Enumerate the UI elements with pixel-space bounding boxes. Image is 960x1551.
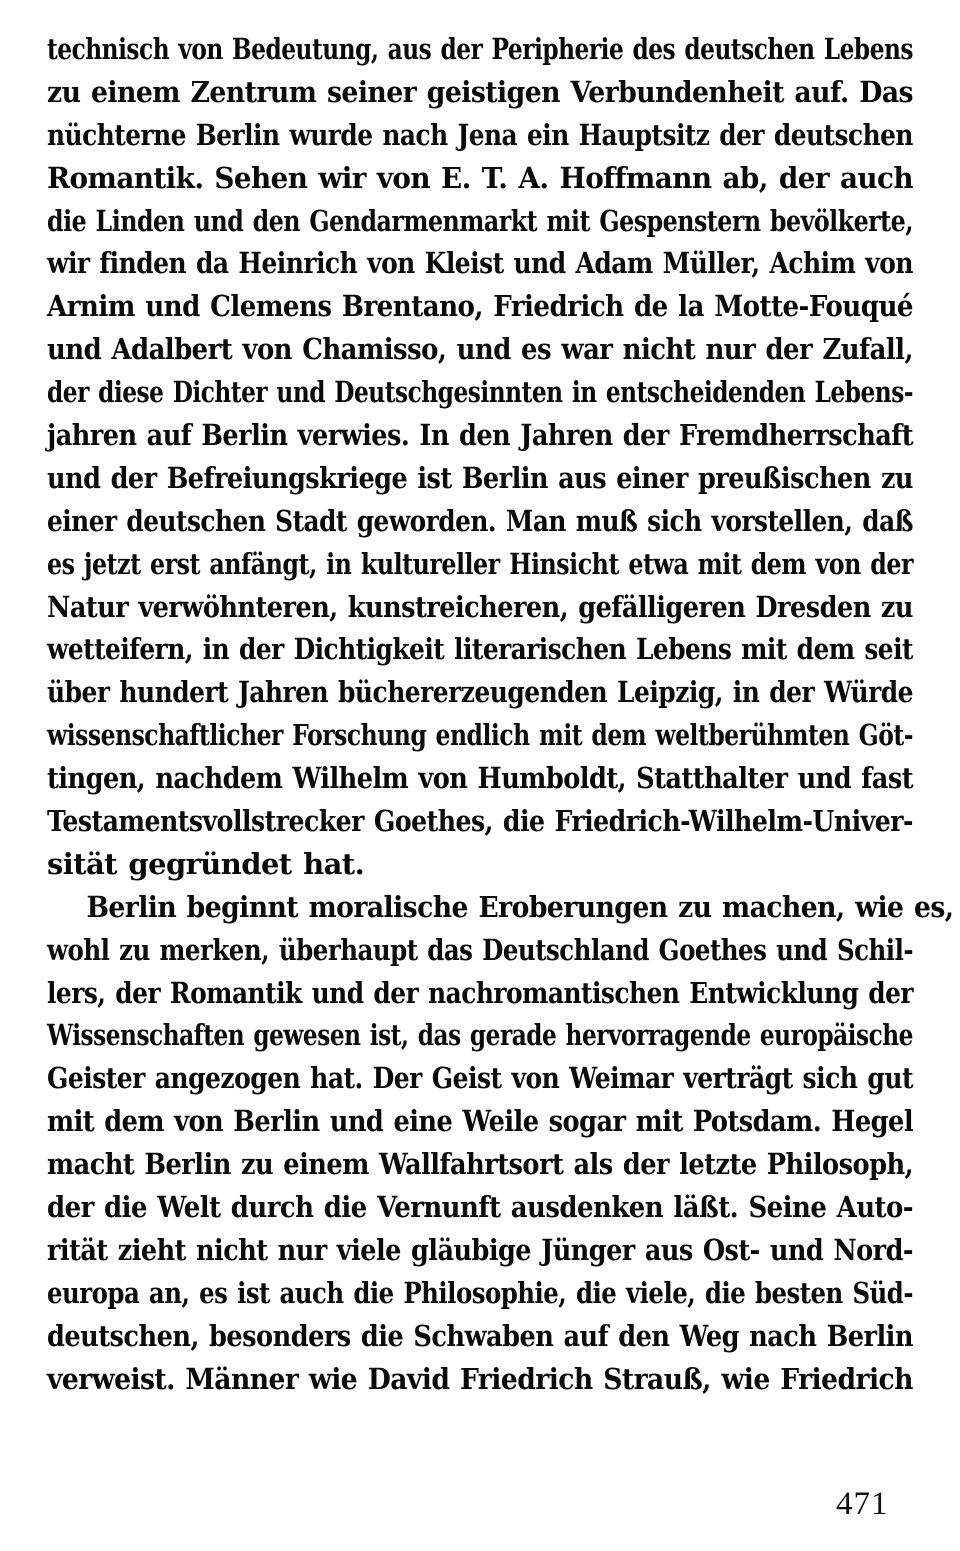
text-line: Testamentsvollstrecker Goethes, die Friedrich-Wilhelm-Univer-: [47, 804, 913, 839]
text-line: Wissenschaften gewesen ist, das gerade hervorragende europäische: [47, 1018, 913, 1053]
text-line: lers, der Romantik und der nachromantischen Entwicklung der: [47, 975, 913, 1010]
text-line: rität zieht nicht nur viele gläubige Jünger aus Ost- und Nord-: [47, 1232, 913, 1267]
text-line: jahren auf Berlin verwies. In den Jahren der Fremdherrschaft: [47, 418, 914, 453]
text-line: wetteifern, in der Dichtigkeit literarischen Lebens mit dem seit: [47, 632, 913, 667]
text-line: deutschen, besonders die Schwaben auf den Weg nach Berlin: [47, 1318, 913, 1353]
page-number: 471: [836, 1486, 889, 1522]
text-line: es jetzt erst anfängt, in kultureller Hinsicht etwa mit dem von der: [47, 546, 914, 581]
text-line: verweist. Männer wie David Friedrich Strauß, wie Friedrich: [47, 1361, 913, 1396]
text-line-indented: Berlin beginnt moralische Eroberungen zu machen, wie es,: [86, 889, 954, 924]
text-line: nüchterne Berlin wurde nach Jena ein Hauptsitz der deutschen: [47, 117, 913, 152]
text-line: der die Welt durch die Vernunft ausdenken läßt. Seine Auto-: [47, 1190, 914, 1225]
text-line-last: sität gegründet hat.: [47, 846, 365, 881]
text-line: europa an, es ist auch die Philosophie, die viele, die besten Süd-: [47, 1275, 913, 1310]
text-line: wissenschaftlicher Forschung endlich mit dem weltberühmten Göt-: [47, 718, 914, 753]
text-line: tingen, nachdem Wilhelm von Humboldt, Statthalter und fast: [47, 761, 914, 796]
text-line: technisch von Bedeutung, aus der Peripherie des deutschen Lebens: [47, 32, 914, 66]
text-line: und der Befreiungskriege ist Berlin aus einer preußischen zu: [47, 460, 913, 495]
text-line: wir finden da Heinrich von Kleist und Adam Müller, Achim von: [47, 246, 914, 281]
text-line: über hundert Jahren büchererzeugenden Leipzig, in der Würde: [47, 675, 914, 710]
text-line: die Linden und den Gendarmenmarkt mit Gespenstern bevölkerte,: [47, 203, 913, 238]
text-line: Romantik. Sehen wir von E. T. A. Hoffmann ab, der auch: [47, 160, 914, 195]
text-line: Natur verwöhnteren, kunstreicheren, gefälligeren Dresden zu: [47, 589, 913, 624]
text-line: wohl zu merken, überhaupt das Deutschland Goethes und Schil-: [47, 932, 914, 967]
text-line: mit dem von Berlin und eine Weile sogar mit Potsdam. Hegel: [47, 1104, 914, 1139]
paragraph-1: [47, 28, 913, 886]
text-line: der diese Dichter und Deutschgesinnten in entscheidenden Lebens-: [47, 375, 914, 410]
text-line: und Adalbert von Chamisso, und es war nicht nur der Zufall,: [47, 332, 913, 367]
text-line: einer deutschen Stadt geworden. Man muß sich vorstellen, daß: [47, 503, 914, 538]
text-line: Arnim und Clemens Brentano, Friedrich de la Motte-Fouqué: [47, 289, 913, 324]
text-line: macht Berlin zu einem Wallfahrtsort als der letzte Philosoph,: [47, 1147, 914, 1182]
paragraph-2: [47, 886, 954, 1401]
book-page: [47, 28, 954, 1401]
text-line: zu einem Zentrum seiner geistigen Verbundenheit auf. Das: [47, 74, 914, 109]
text-line: Geister angezogen hat. Der Geist von Weimar verträgt sich gut: [47, 1061, 914, 1096]
